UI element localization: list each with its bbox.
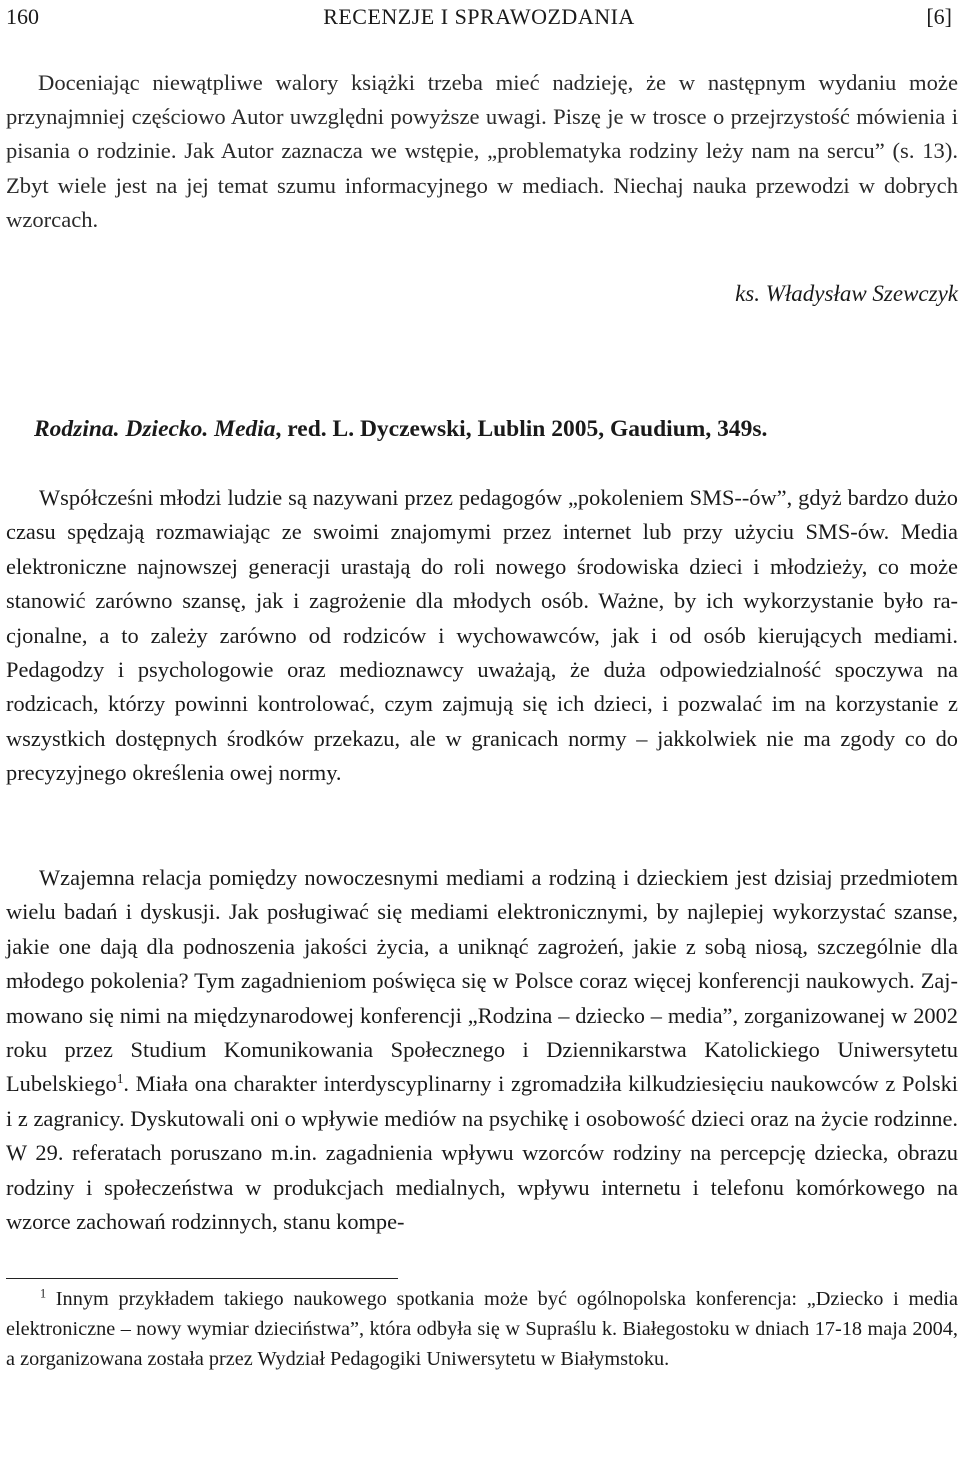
running-header (6, 2, 952, 32)
review-paragraph-2 (6, 861, 958, 1239)
page-bracket-number: [6] (926, 4, 952, 29)
book-title: Rodzina. Dziecko. Media (34, 416, 276, 442)
footnote-text: Innym przykładem takiego naukowego spotkania może być ogólnopolska konferencja: „Dziecko i media elektroniczne – nowy wymiar dzieciństwa”, która odbyła się w Supraślu k. Białegostoku w dniach 17-18 maja 2004, a zorganizowana została przez Wydział Pedagogiki Uniwersytetu w Białymstoku. (6, 1288, 958, 1371)
book-details: , red. L. Dyczewski, Lublin 2005, Gaudium, 349s. (275, 416, 768, 442)
previous-review-closing-paragraph: Doceniając niewątpliwe walory książki trzeba mieć nadzieję, że w następnym wydaniu może przynajmniej częściowo Autor uwzględni powyższe uwagi. Piszę je w trosce o przejrzystość mówienia i pisania o rodzinie. Jak Autor zaznacza we wstępie, „problematyka rodziny leży nam na sercu” (s. 13). Zbyt wiele jest na jej temat szumu informacyjnego w mediach. Niechaj nauka przewodzi w dobrych wzorcach. (6, 70, 958, 232)
footnote-divider (6, 1278, 398, 1279)
footnote-marker: 1 (40, 1286, 47, 1301)
review-paragraph-2-part-1: Wzajemna relacja pomiędzy nowoczesnymi mediami a rodziną i dzieckiem jest dzisiaj przedmiotem wielu badań i dyskusji. Jak posługiwać się mediami elektronicznymi, by najlepiej wykorzystać szanse, jakie one dają dla podnoszenia jakości życia, a uniknąć zagrożeń, jakie z sobą niosą, szczególnie dla młodego pokolenia? Tym zagadnieniom poświęca się w Polsce coraz więcej konferencji naukowych. Zajmowano się nimi na międzynarodowej konferencji „Rodzina – dziecko – media”, zorganizowanej w 2002 roku przez Studium Komunikowania Społecznego i Dziennikarstwa Katolickiego Uniwersytetu Lubelskiego (6, 865, 958, 1097)
review-paragraph-1: Współcześni młodzi ludzie są nazywani przez pedagogów „pokoleniem SMS-​-ów”, gdyż bardzo dużo czasu spędzają rozmawiając ze swoimi znajomymi przez internet lub przy użyciu SMS-ów. Media elektroniczne najnowszej generacji urastają do roli nowego środowiska dzieci i młodzieży, co może stanowić zarówno szansę, jak i zagrożenie dla młodych osób. Ważne, by ich wykorzystanie było racjonalne, a to zależy zarówno od rodziców i wychowawców, jak i od osób kierujących mediami. Pedagodzy i psychologowie oraz medioznawcy uważają, że duża odpowiedzialność spoczywa na rodzicach, którzy powinni kontrolować, czym zajmują się ich dzieci, i pozwalać im na korzystanie z wszystkich dostępnych środków przekazu, ale w granicach normy – jakkolwiek nie ma zgody co do precyzyjnego określenia owej normy. (6, 485, 958, 786)
footnote (6, 1284, 958, 1375)
footnote-reference: 1 (116, 1071, 124, 1087)
review-heading (34, 412, 767, 446)
reviewer-signature: ks. Władysław Szewczyk (735, 281, 958, 306)
review-paragraph-2-part-2: . Miała ona charakter interdyscyplinarny i zgromadziła kilkudziesięciu naukowców z Polski i z zagranicy. Dyskutowali oni o wpływie mediów na psychikę i osobowość dzieci oraz na życie rodzinne. W 29. referatach poruszano m.in. zagadnienia wpływu wzorców rodziny na percepcję dziecka, obrazu rodziny i społeczeństwa w produkcjach medialnych, wpływu internetu i telefonu komórkowego na wzorce zachowań rodzinnych, stanu kompe- (6, 1071, 958, 1235)
section-title: RECENZJE I SPRAWOZDANIA (323, 4, 635, 29)
page-number: 160 (6, 4, 39, 29)
